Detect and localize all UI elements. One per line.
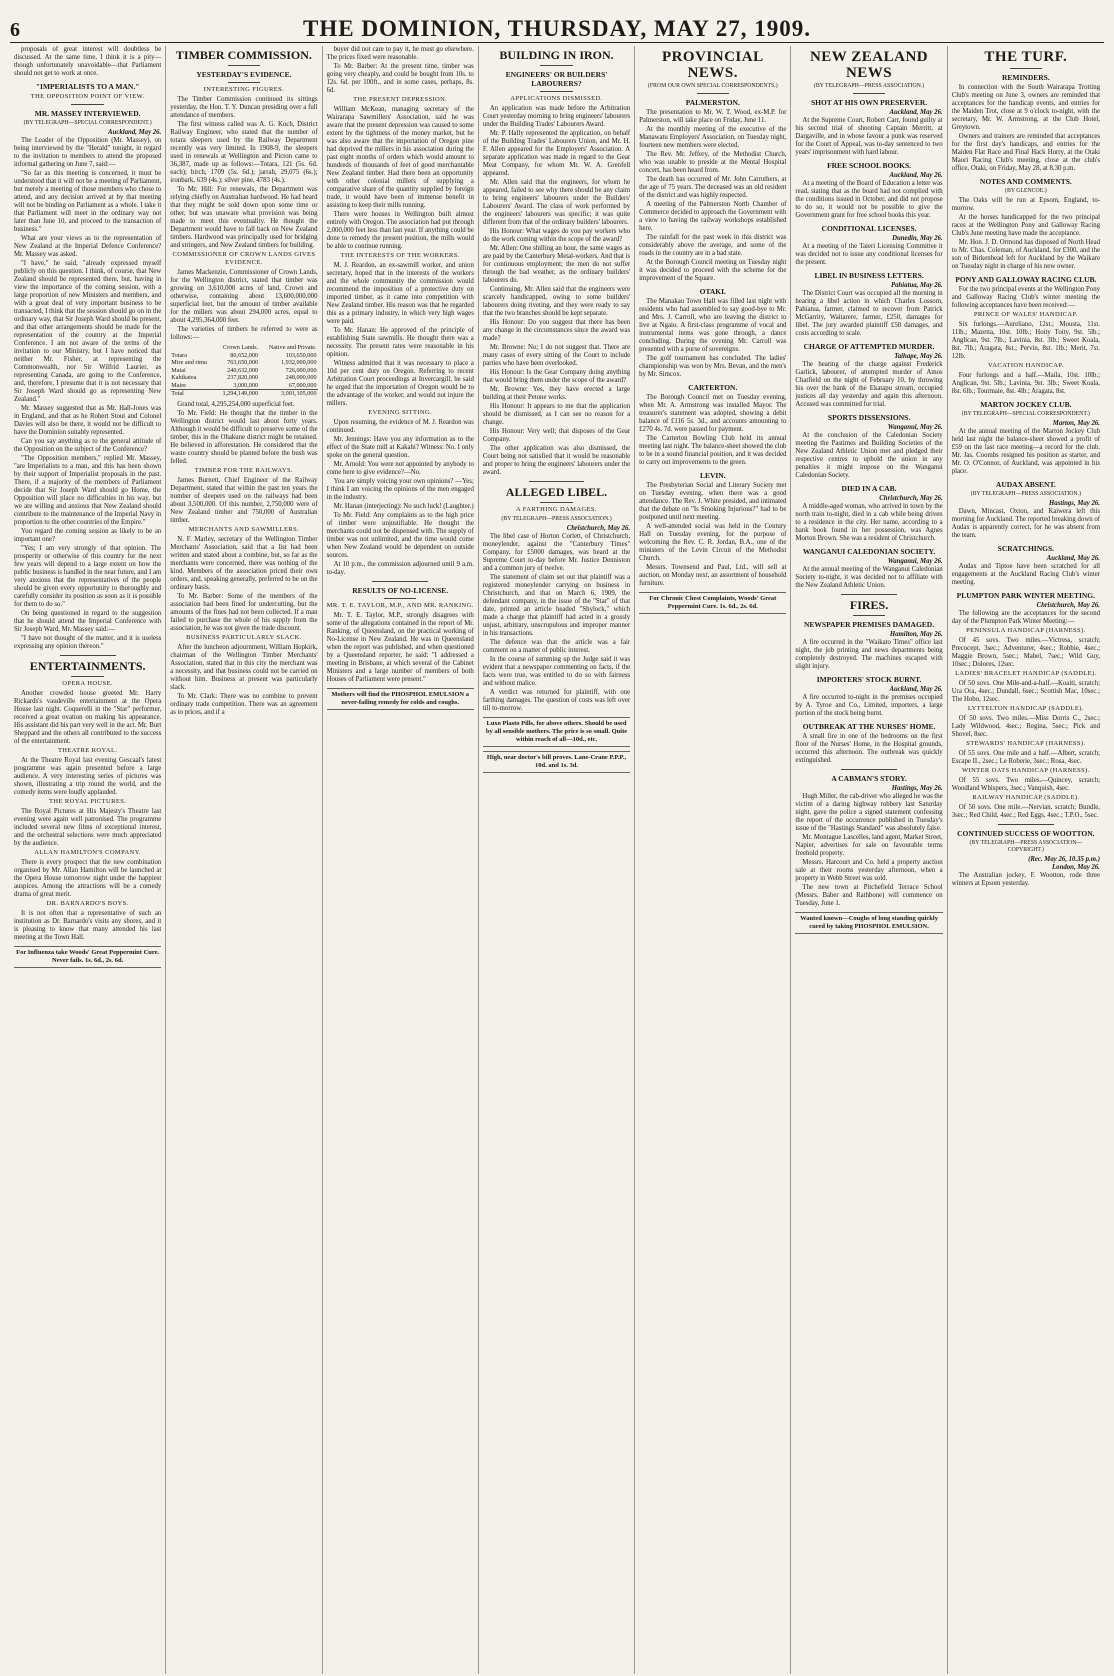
headline-building: BUILDING IN IRON. <box>499 48 614 62</box>
subhead-theatre: THEATRE ROYAL. <box>57 747 118 754</box>
advertisement: For Influenza take Woods' Great Peppermint Cure. Never fails. 1s. 6d., 2s. 6d. <box>14 946 161 968</box>
paragraph: A fire occurred in the "Waikato Times" office last night, the job printing and news departments being completely destroyed. The machines escaped with slight injury. <box>795 639 943 670</box>
paragraph: Mr. Browne: No; I do not suggest that. There are many cases of every sitting of the Court to include parties who have been overlooked. <box>482 344 631 367</box>
table-cell: Mire and rimu <box>171 359 208 366</box>
column-7 <box>948 46 1104 1674</box>
paragraph: Mr. Arnold: You were not appointed by anybody to come here to give evidence?—No. <box>326 461 474 476</box>
paragraph: Four furlongs and a half.—Maila, 10st. 10lb.; Anglican, 9st. 5lb.; Lavinia, 9st. 3lb.; Sweet Koala, 8st. 6lb.; Tourmaie, 8st. 4lb.; Aragata, 8st. <box>951 372 1100 395</box>
subhead-prince: PRINCE OF WALES' HANDICAP. <box>973 311 1078 318</box>
headline-no-license: RESULTS OF NO-LICENSE. <box>352 586 449 595</box>
column-4 <box>479 46 635 1674</box>
table-row <box>170 390 317 398</box>
paragraph: The District Court was occupied all the morning in hearing a libel action in which Charles Lossom, Pahiatua, farmer, claimed to recover from Patrick McGarrity, Waitarere, farmer, £250, damages for libel. The jury awarded plaintiff £50 damages, and costs according to scale. <box>795 290 943 337</box>
timber-table <box>170 344 317 398</box>
subhead-newspaper: NEWSPAPER PREMISES DAMAGED. <box>804 620 935 629</box>
paragraph: The new town at Pitchefield Terrace School (Messrs. Baber and Rathbone) will commence on Tuesday, June 1. <box>795 884 943 907</box>
subhead-audax: AUDAX ABSENT. <box>995 480 1056 489</box>
paragraph: The Timber Commission continued its sittings yesterday, the Hon. T. Y. Duncan presiding over a full attendance of members. <box>170 96 318 119</box>
advertisement: High, near doctor's bill proves. Lane-Crane P.P.P., 10d. and 1s. 3d. <box>483 751 630 773</box>
paragraph: The libel case of Horton Corlett, of Christchurch, moneylender, against the "Canterbury Times" Company, for £5000 damages, was heard at the Supreme Court to-day before Mr. Justice Denniston and a common jury of twelve. <box>482 533 631 572</box>
paragraph: What are your views as to the representation of New Zealand at the Imperial Defence Conference? Mr. Massey was asked. <box>14 235 162 258</box>
subhead-wootton: CONTINUED SUCCESS OF WOOTTON. <box>957 829 1095 838</box>
subhead-winter-oats: WINTER OATS HANDICAP (HARNESS). <box>961 767 1090 774</box>
subhead-merchants: MERCHANTS AND SAWMILLERS. <box>188 525 300 533</box>
subhead-carterton: CARTERTON. <box>688 383 738 392</box>
subhead-vacation: VACATION HANDICAP. <box>988 362 1064 369</box>
paragraph: The Borough Council met on Tuesday evening, when Mr. A. Armstrong was installed Mayor. The treasurer's statement was adopted, showing a debit balance of £116 5s. 3d., and accounts amounting to £270 4s. 7d. were passed for payment. <box>639 394 787 433</box>
paragraph: Owners and trainers are reminded that acceptances for the first day's handicaps, and entries for the Maiden Flat Race and Final Hack Hurry, at the Otaki Maori Racing Club's meeting, close at the club's office, Otaki, on Friday, May 28, at 8.30 p.m. <box>951 133 1100 172</box>
dateline: Auckland, May 26. <box>889 686 943 693</box>
paragraph: The hearing of the charge against Frederick Garlick, labourer, of attempted murder of Amos Chatfield on the night of February 10, by throwing his over the bank of the Ekatapu stream, occupied justices all day yesterday and again this afternoon. Accused was committed for trial. <box>795 361 943 408</box>
paragraph: Mr. Allen: One shilling an hour, the same wages as are paid by the Canterbury Metal-workers. And that is for continuous employment; the men do not suffer through the bad weather, as the ordinary builders' labourers do. <box>482 245 631 284</box>
paragraph: His Honour: What wages do you pay workers who do the work coming within the scope of the award? <box>482 228 631 243</box>
subhead-sports: SPORTS DISSENSIONS. <box>827 413 911 422</box>
subhead-otaki: OTAKI. <box>699 287 726 296</box>
paragraph: The Presbyterian Social and Literary Society met on Tuesday evening, when there was a good attendance. The Rev. J. White presided, and intimated that the debate on "Is Smoking Injurious?" had to be postponed until next meeting. <box>639 482 787 521</box>
subhead-cabman: A CABMAN'S STORY. <box>831 774 907 783</box>
dateline: Christchurch, May 26. <box>879 495 943 502</box>
paragraph: Dawn, Mincast, Oxton, and Kaiwera left this morning for Auckland. The reported breaking down of Audax is apparently correct, for he was absent from the team. <box>951 508 1100 539</box>
paragraph: proposals of great interest will doubtless be discussed. At the same time, I think it is a pity—though unfortunately unavoidable—that Parliament should not get to work at once. <box>14 46 162 77</box>
paragraph: To Mr. Barber: Some of the members of the association had been fined for undercutting, but the amounts of the fines had not been collected. If a man failed to purchase the whole of his supply from the association, he was not given the trade discount. <box>170 592 318 632</box>
paragraph: To Mr. Barber: At the present time, timber was going very cheaply, and could be bought from 10s. to 12s. 6d. per 100ft., and in some cases, perhaps, 8s. 6d. <box>326 63 474 94</box>
paragraph: Of 50 sovs. One mile.—Nervian, scratch; Bundle, 3sec.; Red Child, 4sec.; Red Eggs, 4sec.; T.P.O., 5sec. <box>951 804 1100 819</box>
advertisement: Mothers will find the PHOSPHOL EMULSION a never-failing remedy for colds and coughs. <box>327 688 474 710</box>
paragraph: To Mr. Hill: For renewals, the Department was relying chiefly on Australian hardwood. He had heard that they might be sold down upon some time or other, but was unaware what provision was being made to meet this eventuality. He thought the Department would have to fall back on New Zealand timbers. Hardwood was principally used for bridging and stringers, and New Zealand timbers for building. <box>170 186 318 249</box>
subhead-cab: DIED IN A CAB. <box>841 484 897 493</box>
table-cell: 240,632,000 <box>227 366 259 374</box>
table-cell: Maire <box>171 381 187 389</box>
table-cell: Totara <box>171 351 187 359</box>
column-5 <box>635 46 791 1674</box>
table-row <box>170 374 317 382</box>
columns <box>10 46 1104 1674</box>
byline: (BY GLENCOE.) <box>1005 188 1047 194</box>
paragraph: Mr. Massey suggested that as Mr. Hall-Jones was in England, and that as he Robert Stout and Colonel Davies will also be there, it would not be difficult to have the Dominion suitably represented. <box>14 405 162 436</box>
headline-turf: THE TURF. <box>984 49 1068 65</box>
paragraph: Another crowded house greeted Mr. Harry Rickards's vaudeville entertainment at the Opera House last night. Coquerelli in the "Star" performer, received a great ovation on making his appearance. His assistant did his part very well in the act. Mr. Burt Sheppard and the others all contributed to the success of the entertainment. <box>14 690 162 745</box>
column-6 <box>791 46 947 1674</box>
paragraph: The Leader of the Opposition (Mr. Massey), on being interviewed by the "Herald" tonight, in regard to the invitation to members to attend the proposed informal gathering on June 7, said:— <box>14 137 162 168</box>
subhead-interests: THE INTERESTS OF THE WORKERS. <box>340 252 460 259</box>
paragraph: At the conclusion of the Caledonian Society meeting the Pastimes and Building Societies of the New Zealand Athletic Union met and pledged their respective centres to uphold the union in any penalties it might impose on the Wanganui Caledonian Society. <box>795 432 943 479</box>
paragraph: At the annual meeting of the Wanganui Caledonian Society to-night, it was decided not to affiliate with the New Zealand Athletic Union. <box>795 566 943 589</box>
column-2 <box>166 46 322 1674</box>
subhead-interesting: INTERESTING FIGURES. <box>203 86 285 93</box>
paragraph: Hugh Miller, the cab-driver who alleged he was the victim of a daring highway robbery last Saturday night, gave the police a signed statement confessing the report of the occurrence published in Tuesday's issue of the "Hastings Standard" was absolutely false. <box>795 793 943 832</box>
subhead-applications: APPLICATIONS DISMISSED. <box>510 95 603 102</box>
paragraph: A well-attended social was held in the Century Hall on Tuesday evening, for the purpose of welcoming the Rev. C. R. Jordan, B.A., one of the ministers of the Levin Circuit of the Methodist Church. <box>639 523 787 562</box>
byline: (BY TELEGRAPH—PRESS ASSOCIATION.) <box>501 516 612 522</box>
subhead-school-books: FREE SCHOOL BOOKS. <box>827 161 912 170</box>
byline: (BY TELEGRAPH—PRESS ASSOCIATION.) <box>813 83 925 89</box>
paragraph: At the horses handicapped for the two principal races at the Wellington Pony and Galloway Racing Club's June meeting have made the acceptance. <box>951 214 1100 237</box>
paragraph: Of 55 sovs. Two miles.—Quincey, scratch; Woodland Whispers, 3sec.; Vanquish, 4sec. <box>951 777 1100 792</box>
byline: (FROM OUR OWN SPECIAL CORRESPONDENTS.) <box>647 83 778 89</box>
table-cell: 1,294,149,000 <box>215 390 259 398</box>
byline: (BY TELEGRAPH—PRESS ASSOCIATION—COPYRIGHT.) <box>969 840 1083 853</box>
paragraph: Mr. Browne: Yes, they have erected a large building at their Petone works. <box>482 386 631 401</box>
dateline: Christchurch, May 26. <box>1036 602 1100 609</box>
paragraph: Mr. Hanan (interjecting): No such luck! (Laughter.) <box>333 503 474 510</box>
paragraph: Mr. Allen said that the engineers, for whom he appeared, failed to see why there should be any claim to bring engineers' labourers under the Builders' Labourers' Award. The class of work performed by the engineers' labourers was specific; it was quite different from that of the ordinary builders' labourers. <box>482 179 631 226</box>
table-cell: Native and Private. <box>268 344 317 351</box>
subhead-licenses: CONDITIONAL LICENSES. <box>821 224 917 233</box>
headline-provincial: PROVINCIAL NEWS. <box>661 49 764 81</box>
dateline: London, May 26. <box>1052 864 1100 871</box>
subhead-depression: THE PRESENT DEPRESSION. <box>353 96 448 103</box>
subhead-opera: OPERA HOUSE. <box>62 680 113 687</box>
table-cell: Kahikatea <box>171 374 197 381</box>
subhead-royal-pictures: THE ROYAL PICTURES. <box>49 798 127 805</box>
table-row <box>170 359 317 367</box>
page-number: 6 <box>10 19 20 41</box>
paragraph: Continuing, Mr. Allen said that the engineers were scarcely handicapped, owing to some builders' labourers doing riveting, and they were ready to say that the two branches should be kept separate. <box>482 286 631 317</box>
subhead-shot: SHOT AT HIS OWN PRESERVER. <box>810 98 928 107</box>
paragraph: The Carterton Bowling Club held its annual meeting last night. The balance-sheet showed the club to be in a sound financial position, and it was decided to carry out improvements to the green. <box>639 435 787 466</box>
paragraph: "Yes; I am very strongly of that opinion. The prosperity or otherwise of this country for the next few years will depend to a large extent on how the public business is handled in the near future, and I am very anxious that the representatives of the people should be given every opportunity to thoroughly and carefully consider its position as soon as it is possible for them to do so." <box>14 545 162 608</box>
paragraph: M. J. Reardon, an ex-sawmill worker, and union secretary, hoped that in the interests of the workers and the whole community the commission would recommend the imposition of a protective duty on imported timber, as it came into competition with New Zealand timber. His reason was that he regarded this as a primary industry, in which very high wages were paid. <box>326 262 474 325</box>
paragraph: In the course of summing up the Judge said it was evident that a newspaper commenting on facts, if the facts were true, was entitled to do so with fairness and without malice. <box>482 656 631 687</box>
table-cell: Matai <box>171 366 186 374</box>
subhead-murder: CHARGE OF ATTEMPTED MURDER. <box>803 342 935 351</box>
paragraph: After the luncheon adjournment, William Hopkirk, chairman of the Wellington Timber Merchants' Association, stated that in this city the merchant was a necessity, and that business could not be carried on without him. Business at present was particularly slack. <box>170 643 318 691</box>
paragraph: James Mackenzie, Commissioner of Crown Lands, for the Wellington district, stated that timber was growing on 3,610,000 acres of land, Crown and otherwise, containing about 13,600,000,000 superficial feet, but the amount of timber available for the millers was about 294,000 acres, equal to about 4,295,364,000 feet. <box>170 269 318 324</box>
paragraph: The Oaks will be run at Epsom, England, to-morrow. <box>951 197 1100 212</box>
subhead-marton: MARTON JOCKEY CLUB. <box>980 400 1072 409</box>
headline-imperialists: "IMPERIALISTS TO A MAN." <box>35 82 140 91</box>
paragraph: The first witness called was A. G. Koch, District Railway Engineer, who stated that the number of totara sleepers used by the Railway Department recently was very limited. In 1908-9, the sleepers used in renewals at Wellington and Picton came to 36,387, made up as follows:—Totara, 121 (5s. 6d. each); birch, 1709 (5s. 6d.); jarrah, 29,075 (6s.); ironbark, 639 (4s.); silver pine, 4783 (4s.). <box>170 121 318 184</box>
dateline: Christchurch, May 26. <box>566 525 631 532</box>
byline: (BY TELEGRAPH—PRESS ASSOCIATION.) <box>970 491 1082 497</box>
paragraph: Of 50 sovs. One Mile-and-a-half.—Koaiti, scratch; Ura Ora, 4sec.; Dundall, 6sec.; Scottish Mac, 10sec.; The Hobo, 12sec. <box>951 680 1100 703</box>
table-row <box>170 352 317 360</box>
dateline: Dunedin, May 26. <box>892 235 943 242</box>
paragraph: At the Borough Council meeting on Tuesday night it was decided to proceed with the scheme for the improvement of the Square. <box>639 259 787 282</box>
paragraph: The Rev. Mr. Jeffery, of the Methodist Church, who was unable to preside at the Mental Hospital concert, has been heard from. <box>639 151 787 174</box>
paragraph: Messrs. Townsend and Paul, Ltd., will sell at auction, on Monday next, an assortment of household furniture. <box>639 564 787 587</box>
paragraph: At the Supreme Court, Robert Carr, found guilty at his second trial of shooting Captain Merritt, at Dargaville, and in whose favour a punk was reserved for the Court of Appeal, was to-day sentenced to two years' imprisonment with hard labour. <box>795 117 943 156</box>
paragraph: His Honour: It appears to me that the application should be dismissed, as I can see no reason for a change. <box>482 403 631 426</box>
paragraph: Witness admitted that it was necessary to place a 10d per cent duty on Oregon. Referring to recent Arbitration Court proceedings at Invercargill, he said he urged that the importation of Oregon would be to the advantage of the worker, and would not injure the millers. <box>326 360 474 407</box>
paragraph: To Mr. Field: Any complaints as to the high price of timber were unjustifiable. He thought the merchants could not be dispensed with. The supply of timber was not unlimited, and the time would come when New Zealand would be dependent on outside sources. <box>326 512 474 559</box>
dateline: Wanganui, May 26. <box>887 424 943 431</box>
subhead-pony: PONY AND GALLOWAY RACING CLUB. <box>955 275 1097 284</box>
paragraph: Six furlongs.—Aureliano, 12st.; Mousta, 11st. 11lb.; Mazetta, 10st. 10lb.; Hoity Toity, 9st. 5lb.; Anglican, 9st. 7lb.; Lavinia, 8st. 3lb.; Sweet Koala, 8st. 7lb.; Aragata, 8st.; Pervin, 8st. 1lb.; Merit, 7st. 12lb. <box>951 321 1100 360</box>
table-cell: 3,001,105,000 <box>259 390 317 398</box>
table-row <box>170 382 317 390</box>
dateline: Auckland, May 26. <box>889 109 943 116</box>
paragraph: His Honour: Very well; that disposes of the Gear Company. <box>482 428 631 443</box>
paragraph: The golf tournament has concluded. The ladies' championship was won by Mrs. Bevan, and the men's by Mr. Simcox. <box>639 355 787 378</box>
paragraph: In connection with the South Wairarapa Trotting Club's meeting on June 3, owners are reminded that acceptances for the handicap events, and entries for the Maiden Trot, close at 9 o'clock to-night, with the secretary, Mr. W. Armstrong, at the Club Hotel, Greytown. <box>951 84 1100 131</box>
paragraph: At 10 p.m., the commission adjourned until 9 a.m. to-day. <box>326 561 474 576</box>
paragraph: "I have," he said, "already expressed myself publicly on this question. I think, of course, that New Zealand should be represented there, but, having in view the importance of the coming session, with a large proportion of new Ministers and members, and with a great deal of very important business to be transacted, I think that the session should go on in the ordinary way, that Sir Joseph Ward should be present, and that other arrangements should be made for the representation of the country at the Imperial Conference. I am not aware of the terms of the invitation to our Ministry, but I have noticed that neither Mr. Fisher, at representing the Commonwealth, nor Sir Wilfrid Laurier, as representing Canada, are going to the Conference, and, therefore, I presume that it is not necessary that Sir Joseph Ward should go as representing New Zealand." <box>14 260 162 403</box>
table-row <box>170 344 317 352</box>
paragraph: Upon resuming, the evidence of M. J. Reardon was continued. <box>326 419 474 434</box>
paragraph: At a meeting of the Board of Education a letter was read, stating that as the board had not complied with the conditions issued in October, and did not propose to do so, it would not be possible to give the Government grant for free school books this year. <box>795 180 943 219</box>
paragraph: The rainfall for the past week in this district was considerably above the average, and some of the roads in the country are in a bad state. <box>639 234 787 257</box>
table-cell: 103,650,000 <box>285 351 317 359</box>
paragraph: The statement of claim set out that plaintiff was a registered moneylender carrying on business in Christchurch, and that on March 6, 1909, the defendant company, in the issue of the "Star" of that date, printed an article headed "Shylock," which made a charge that plaintiff had acted in a grossly unjust, arbitrary, unscrupulous and improper manner in his transactions. <box>482 574 631 637</box>
subhead-palmerston: PALMERSTON. <box>685 98 740 107</box>
paragraph: There were houses in Wellington built almost entirely with Oregon. The association had put through 2,000,000 feet less than last year. If anything could be done to remedy the present position, the mills would be able to continue running. <box>326 211 474 250</box>
paragraph: The death has occurred of Mr. John Carruthers, at the age of 75 years. The deceased was an old resident of the district and was highly respected. <box>639 176 787 199</box>
advertisement: Wanted known—Coughs of long standing quickly cured by taking PHOSPHOL EMULSION. <box>795 912 942 934</box>
paragraph: N. F. Marley, secretary of the Wellington Timber Merchants' Association, said that a list had been written and stated about a combine, but, so far as the merchants were concerned, there was nothing of the kind. Members of the association priced their own orders, and, speaking generally, preferred to be on the ordinary basis. <box>170 535 318 591</box>
headline-nz-news: NEW ZEALAND NEWS <box>809 49 929 81</box>
subhead-outbreak: OUTBREAK AT THE NURSES' HOME. <box>802 722 936 731</box>
byline: (BY TELEGRAPH—SPECIAL CORRESPONDENT.) <box>961 411 1090 417</box>
paragraph: His Honour: Do you suggest that there has been any change in the circumstances since the award was made? <box>482 319 631 342</box>
subhead-notes: NOTES AND COMMENTS. <box>979 177 1072 186</box>
paragraph: An application was made before the Arbitration Court yesterday morning to bring engineers' labourers under the Building Trades' Labourers Award. <box>482 105 631 128</box>
headline-entertainments: ENTERTAINMENTS. <box>29 659 146 673</box>
paragraph: It is not often that a representative of such an institution as Dr. Barnardo's visits any shores, and it is pleasing to know that many attended his last meeting at the Town Hall. <box>14 910 162 941</box>
subhead-crown-lands: COMMISSIONER OF CROWN LANDS GIVES EVIDENCE. <box>172 251 316 266</box>
headline-fires: FIRES. <box>849 598 889 612</box>
dateline: Marton, May 26. <box>1052 420 1100 427</box>
paragraph: Grand total, 4,295,254,000 superficial feet. <box>177 400 295 408</box>
paragraph: A middle-aged woman, who arrived in town by the north train to-night, died in a cab while being driven to a residence in the city. Her name, according to a bank book found in her possession, was Agnes Morton Brown. She was a resident of Christchurch. <box>795 503 943 542</box>
paragraph: Of 55 sovs. One mile and a half.—Albert, scratch; Escape II., 2sec.; Le Roberie, 3sec.; Rosa, 4sec. <box>951 750 1100 765</box>
subhead-taylor: MR. T. E. TAYLOR, M.P., AND MR. RANKING. <box>326 602 474 609</box>
advertisement: For Chronic Chest Complaints, Woods' Great Peppermint Cure. 1s. 6d., 2s. 6d. <box>639 592 786 614</box>
dateline: Auckland, May 26. <box>1046 555 1100 562</box>
paragraph: Mr. Jennings: Have you any information as to the effect of the State mill at Kakahi? Witness: No. I only spoke on the general question. <box>326 436 474 459</box>
table-cell <box>170 344 215 352</box>
paragraph: James Burnett, Chief Engineer of the Railway Department, stated that within the past ten years the number of sleepers used on the railways had been about 3,500,000. Of this number, 2,750,000 were of New Zealand timber and 750,000 of Australian timber. <box>170 476 318 524</box>
subhead-reminders: REMINDERS. <box>1001 73 1050 82</box>
paragraph: You regard the coming session as likely to be an important one? <box>14 528 162 543</box>
paragraph: To Mr. Clark: There was no combine to prevent ordinary trade competition. There was an agreement as to prices, and if a <box>170 692 318 716</box>
masthead <box>10 8 1104 43</box>
advertisement: Luxo Plasto Pills, for above others. Should be used by all sensible mothers. The price is so small. Quite within reach of all—10d., etc. <box>483 717 630 747</box>
paragraph: Audax and Tiptoe have been scratched for all engagements at the Auckland Racing Club's winter meeting. <box>951 563 1100 586</box>
paragraph: The defence was that the article was a fair comment on a matter of public interest. <box>482 639 631 654</box>
paragraph: "So far as this meeting is concerned, it must be understood that it will not be a meeting of Parliament, but merely a meeting of those members who chose to attend, and any decision arrived at by that meeting will not be binding on Parliament as a whole. I take it that Parliament will meet in the ordinary way not later than June 10, and proceed to the transaction of business." <box>14 170 162 233</box>
subhead-farthing: A FARTHING DAMAGES. <box>516 506 597 513</box>
paragraph: The Manakau Town Hall was filled last night with residents who had assembled to say good-bye to Mr. and Mrs. J. Carroll, who are leaving the district to live at Ngaio. A first-class programme of vocal and instrumental items was gone through, a dance concluding. During the evening Mr. Carroll was presented with a purse of sovereigns. <box>639 298 787 353</box>
subhead-peninsula: PENINSULA HANDICAP (HARNESS). <box>966 627 1086 634</box>
table-cell: Total <box>170 390 215 398</box>
paragraph: "The Opposition members," replied Mr. Massey, "are Imperialists to a man, and this has been shown by their support of Imperialist proposals in the past. There, if a majority of the members of Parliament decide that Sir Joseph Ward should go Home, the Opposition will place no difficulties in his way, but we are willing and anxious that New Zealand should contribute to the maintenance of the Imperial Navy in proportion to the other countries of the Empire." <box>14 455 162 526</box>
dateline: Taihape, May 26. <box>894 353 943 360</box>
paragraph: For the two principal events at the Wellington Pony and Galloway Racing Club's winter meeting the following acceptances have been received:— <box>951 286 1100 309</box>
paragraph: A fire occurred to-night in the premises occupied by A. Tyroe and Co., Limited, importers, a large portion of the stock being burnt. <box>795 694 943 717</box>
subhead-railway: RAILWAY HANDICAP (SADDLE). <box>972 794 1080 801</box>
table-row <box>170 367 317 375</box>
subhead-libel-letters: LIBEL IN BUSINESS LETTERS. <box>814 271 924 280</box>
subhead-lyttelton: LYTTELTON HANDICAP (SADDLE). <box>967 705 1084 712</box>
paragraph: The Royal Pictures at His Majesty's Theatre last evening were again well patronised. The programme included several new films of exceptional interest, and the orchestral selections were much appreciated by the audience. <box>14 808 162 847</box>
column-1 <box>10 46 166 1674</box>
paragraph: The Australian jockey, F. Wootton, rode three winners at Epsom yesterday. <box>951 872 1100 887</box>
paragraph: At a meeting of the Taieri Licensing Committee it was decided not to issue any conditional licenses for the present. <box>795 243 943 266</box>
paragraph: The other application was also dismissed, the Court being not satisfied that it would be reasonable and proper to bring the engineers' labourers under the award. <box>482 445 631 476</box>
paragraph: buyer did not care to pay it, he must go elsewhere. The prices fixed were reasonable. <box>326 46 474 61</box>
paragraph: There is every prospect that the new combination organised by Mr. Allan Hamilton will be launched at the Opera House tomorrow night under the happiest auspices. Among the attractions will be a comedy drama of great merit. <box>14 859 162 898</box>
paragraph: Mr. Montague Lascelles, land agent, Market Street, Napier, advertises for sale on favourable terms freehold property. <box>795 834 943 857</box>
paragraph: A meeting of the Palmerston North Chamber of Commerce decided to approach the Government with a view to having the railway workshops established here. <box>639 201 787 232</box>
dateline: Hastings, May 26. <box>1049 500 1100 507</box>
byline: (BY TELEGRAPH—SPECIAL CORRESPONDENT.) <box>23 120 152 126</box>
dateline: Hamilton, May 26. <box>889 631 943 638</box>
paragraph: To Mr. Hanan: He approved of the principle of establishing State sawmills. He thought there was a necessity. The present rates were reasonable in his opinion. <box>326 327 474 358</box>
paragraph: At the Theatre Royal last evening Gescaal's latest programme was again presented before a large audience. A very interesting series of pictures was shown, illustrating a trip round the world, and the comedy items were loudly applauded. <box>14 757 162 796</box>
table-cell: 67,000,000 <box>288 381 317 389</box>
subhead-railways: TIMBER FOR THE RAILWAYS. <box>194 466 294 474</box>
paragraph: The following are the acceptances for the second day of the Plumpton Park Winter Meeting:— <box>951 610 1100 625</box>
paragraph: You are simply voicing your own opinions? —Yes; I think I am voicing the opinions of the men engaged in the industry. <box>326 478 474 501</box>
paragraph: Messrs. Harcourt and Co. held a property auction sale at their rooms yesterday afternoon, when a property in Webb Street was sold. <box>795 859 943 882</box>
table-cell: 248,000,000 <box>285 374 317 381</box>
subhead-allan: ALLAN HAMILTON'S COMPANY. <box>34 849 141 856</box>
dateline: Pahiatua, May 26. <box>890 282 943 289</box>
paragraph: Of 50 sovs. Two miles.—Miss Dorris C., 2sec.; Lady Wildwood, 4sec.; Regina, 5sec.; Pick and Shovel, 8sec. <box>951 715 1100 738</box>
paragraph: A verdict was returned for plaintiff, with one farthing damages. The question of costs was left over till to-morrow. <box>482 689 631 712</box>
paragraph: A small fire in one of the bedrooms on the first floor of the Nurses' Home, in the Hospital grounds, occurred this afternoon. The outbreak was quickly extinguished. <box>795 733 943 764</box>
dateline: Auckland, May 26. <box>108 129 162 136</box>
table-cell: 726,000,000 <box>285 366 317 374</box>
subhead-evening: EVENING SITTING. <box>368 409 433 416</box>
subhead-plumpton: PLUMPTON PARK WINTER MEETING. <box>956 591 1096 600</box>
column-3 <box>323 46 479 1674</box>
subhead-ladies: LADIES' BRACELET HANDICAP (SADDLE). <box>955 670 1097 677</box>
paragraph: Can you say anything as to the general attitude of the Opposition on the subject of the Conference? <box>14 438 162 453</box>
paragraph: On being questioned in regard to the suggestion that he should attend the Imperial Conference with Sir Joseph Ward, Mr. Massey said:— <box>14 610 162 633</box>
table-cell: 763,650,000 <box>227 359 259 366</box>
dateline: (Rec. May 26, 10.35 p.m.) <box>1028 856 1100 863</box>
table-cell: 237,820,000 <box>227 374 259 381</box>
subhead-levin: LEVIN. <box>699 471 726 480</box>
headline-libel: ALLEGED LIBEL. <box>505 485 608 499</box>
table-cell: Crown Lands. <box>223 344 259 351</box>
subhead-scratchings: SCRATCHINGS. <box>997 544 1055 553</box>
paragraph: Mr. P. Hally represented the application, on behalf of the Building Trades' Labourers Union, and Mr. H. F. Allen appeared for the Employers' Association. A separate application was made in regard to the Gear Meat Company, for whom Mr. W. A. Grenfell appeared. <box>482 130 631 177</box>
table-cell: 3,000,000 <box>233 381 259 389</box>
paragraph: Of 45 sovs. Two miles.—Victress, scratch; Precocept, 3sec.; Adventurer, 4sec.; Robbie, 4sec.; Maggie Brown, 5sec.; Mabel, 7sec.; Wild Guy, 10sec.; Dolores, 12sec. <box>951 637 1100 668</box>
subhead-wanganui: WANGANUI CALEDONIAN SOCIETY. <box>802 547 936 556</box>
paragraph: At the monthly meeting of the executive of the Manawatu Employers' Association, on Tuesday night, fourteen new members were elected. <box>639 126 787 149</box>
paragraph: The varieties of timbers he referred to were as follows:— <box>170 326 318 341</box>
paragraph: The presentation to Mr. W. T. Wood, ex-M.P. for Palmerston, will take place on Friday, June 11. <box>639 109 787 124</box>
subhead-barnardo: DR. BARNARDO'S BOYS. <box>46 900 129 907</box>
subhead-business: BUSINESS PARTICULARLY SLACK. <box>186 633 302 641</box>
paragraph: William McKean, managing secretary of the Wairarapa Sawmillers' Association, said he was aware that the present depression was caused to some extent by the tightness of the money market, but he was also aware that the importation of Oregon pine had deprived the millers in his association during the past eight months of orders which would amount to hundreds of thousands of feet of good merchantable New Zealand timber. Had there been an opportunity with other colonial millers of supplying a comparative share of the quantity supplied by foreign trade, it would have been of immense benefit in assisting to keep their mills running. <box>326 106 474 209</box>
paragraph: To Mr. Field: He thought that the timber in the Wellington district would last about forty years. Although it would be difficult to preserve some of the timber, this in the Ohakune district might be retained. He believed in afforestation. He considered that the waste country should be planted before the bush was felled. <box>170 409 318 465</box>
paragraph: His Honour: Is the Gear Company doing anything that would bring them under the scope of the award? <box>482 369 631 384</box>
paragraph: Mr. Hon. J. D. Ormond has disposed of North Head to Mr. Chas. Coleman, of Auckland, for £300, and the son of Birkenhead left for Auckland by the Waikare on Tuesday night in charge of his new owner. <box>951 239 1100 270</box>
headline-timber: TIMBER COMMISSION. <box>175 48 312 62</box>
subhead-importers: IMPORTERS' STOCK BURNT. <box>816 675 922 684</box>
masthead-title: THE DOMINION, THURSDAY, MAY 27, 1909. <box>303 16 811 41</box>
subhead-massey: MR. MASSEY INTERVIEWED. <box>34 109 141 118</box>
subhead-opposition: THE OPPOSITION POINT OF VIEW. <box>30 93 145 100</box>
subhead-engineers: ENGINEERS' OR BUILDERS' LABOURERS? <box>505 70 608 88</box>
table-cell: 80,652,000 <box>230 351 259 359</box>
dateline: Auckland, May 26. <box>889 172 943 179</box>
subhead-stewards: STEWARDS' HANDICAP (HARNESS). <box>966 740 1086 747</box>
paragraph: "I have not thought of the matter, and it is useless expressing any opinion thereon." <box>14 635 162 650</box>
table-cell: 1,932,000,000 <box>280 359 317 366</box>
paragraph: At the annual meeting of the Marton Jockey Club held last night the balance-sheet showed a profit of £59 on the last race meeting—a record for the club. Mr. Jas. Coombs resigned his position as starter, and Mr. O. O'Connor, of Auckland, was appointed in his place. <box>951 428 1100 475</box>
paragraph: Mr. T. E. Taylor, M.P., strongly disagrees with some of the allegations contained in the report of Mr. Ranking, of Queensland, on the practical working of No-License in New Zealand. He was in Queensland when the report was published, and when questioned by a Queensland reporter, he said: "I addressed a meeting in Brisbane, at which several of the Cabinet Ministers and a large number of members of both Houses of Parliament were present." <box>326 612 474 683</box>
subhead-yesterday: YESTERDAY'S EVIDENCE. <box>196 70 292 79</box>
dateline: Hastings, May 26. <box>891 785 943 792</box>
dateline: Wanganui, May 26. <box>887 558 943 565</box>
